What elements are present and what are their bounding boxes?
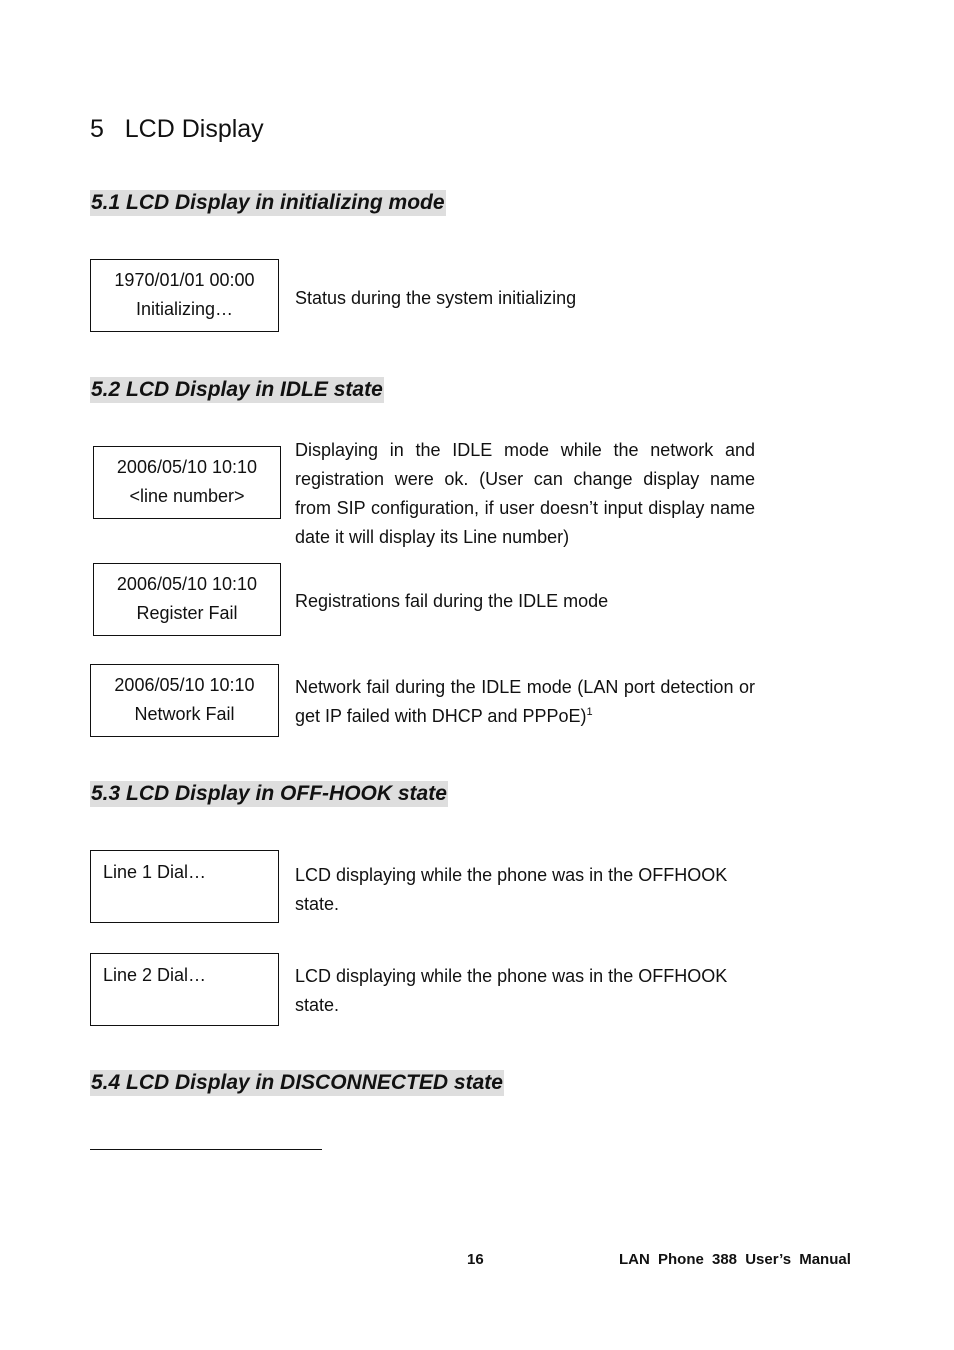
lcd-display-box bbox=[90, 259, 279, 332]
lcd-description-text: Network fail during the IDLE mode (LAN port detection or get IP failed with DHCP and PPPoE) bbox=[295, 677, 755, 726]
lcd-display-box bbox=[93, 446, 281, 519]
page-number: 16 bbox=[467, 1251, 484, 1268]
lcd-line-1: Line 2 Dial… bbox=[103, 965, 207, 985]
lcd-line-1: Line 1 Dial… bbox=[103, 862, 207, 882]
lcd-description: Registrations fail during the IDLE mode bbox=[295, 591, 609, 611]
lcd-line-2: Register Fail bbox=[136, 603, 238, 623]
section-heading-5-1: 5.1 LCD Display in initializing mode bbox=[91, 191, 445, 214]
lcd-description: Status during the system initializing bbox=[295, 288, 577, 308]
lcd-description bbox=[295, 673, 755, 731]
footnote-separator bbox=[90, 1149, 322, 1150]
lcd-display-box bbox=[90, 664, 279, 737]
chapter-number: 5 bbox=[90, 115, 104, 143]
lcd-display-box bbox=[93, 563, 281, 636]
section-heading-5-2: 5.2 LCD Display in IDLE state bbox=[91, 378, 383, 401]
lcd-display-box bbox=[90, 850, 279, 923]
section-heading-5-4: 5.4 LCD Display in DISCONNECTED state bbox=[91, 1071, 503, 1094]
chapter-title-text: LCD Display bbox=[124, 115, 264, 143]
lcd-line-2: Initializing… bbox=[135, 299, 234, 319]
section-heading-5-3: 5.3 LCD Display in OFF-HOOK state bbox=[91, 782, 447, 805]
chapter-title bbox=[90, 112, 264, 146]
lcd-line-1: 2006/05/10 10:10 bbox=[116, 457, 258, 477]
manual-title: LAN Phone 388 User’s Manual bbox=[619, 1251, 851, 1268]
lcd-description: LCD displaying while the phone was in the OFFHOOK state. bbox=[295, 865, 728, 914]
lcd-line-2: Network Fail bbox=[134, 704, 235, 724]
lcd-description: LCD displaying while the phone was in the OFFHOOK state. bbox=[295, 966, 728, 1015]
lcd-display-box bbox=[90, 953, 279, 1026]
lcd-line-2: <line number> bbox=[129, 486, 245, 506]
footnote-reference[interactable]: 1 bbox=[586, 706, 593, 718]
lcd-line-1: 2006/05/10 10:10 bbox=[116, 574, 258, 594]
lcd-line-1: 1970/01/01 00:00 bbox=[114, 270, 255, 290]
lcd-description: Displaying in the IDLE mode while the network and registration were ok. (User can change display name from SIP configuration, if user doesn’t input display name date it will display its Line number) bbox=[295, 440, 755, 547]
lcd-line-1: 2006/05/10 10:10 bbox=[114, 675, 255, 695]
